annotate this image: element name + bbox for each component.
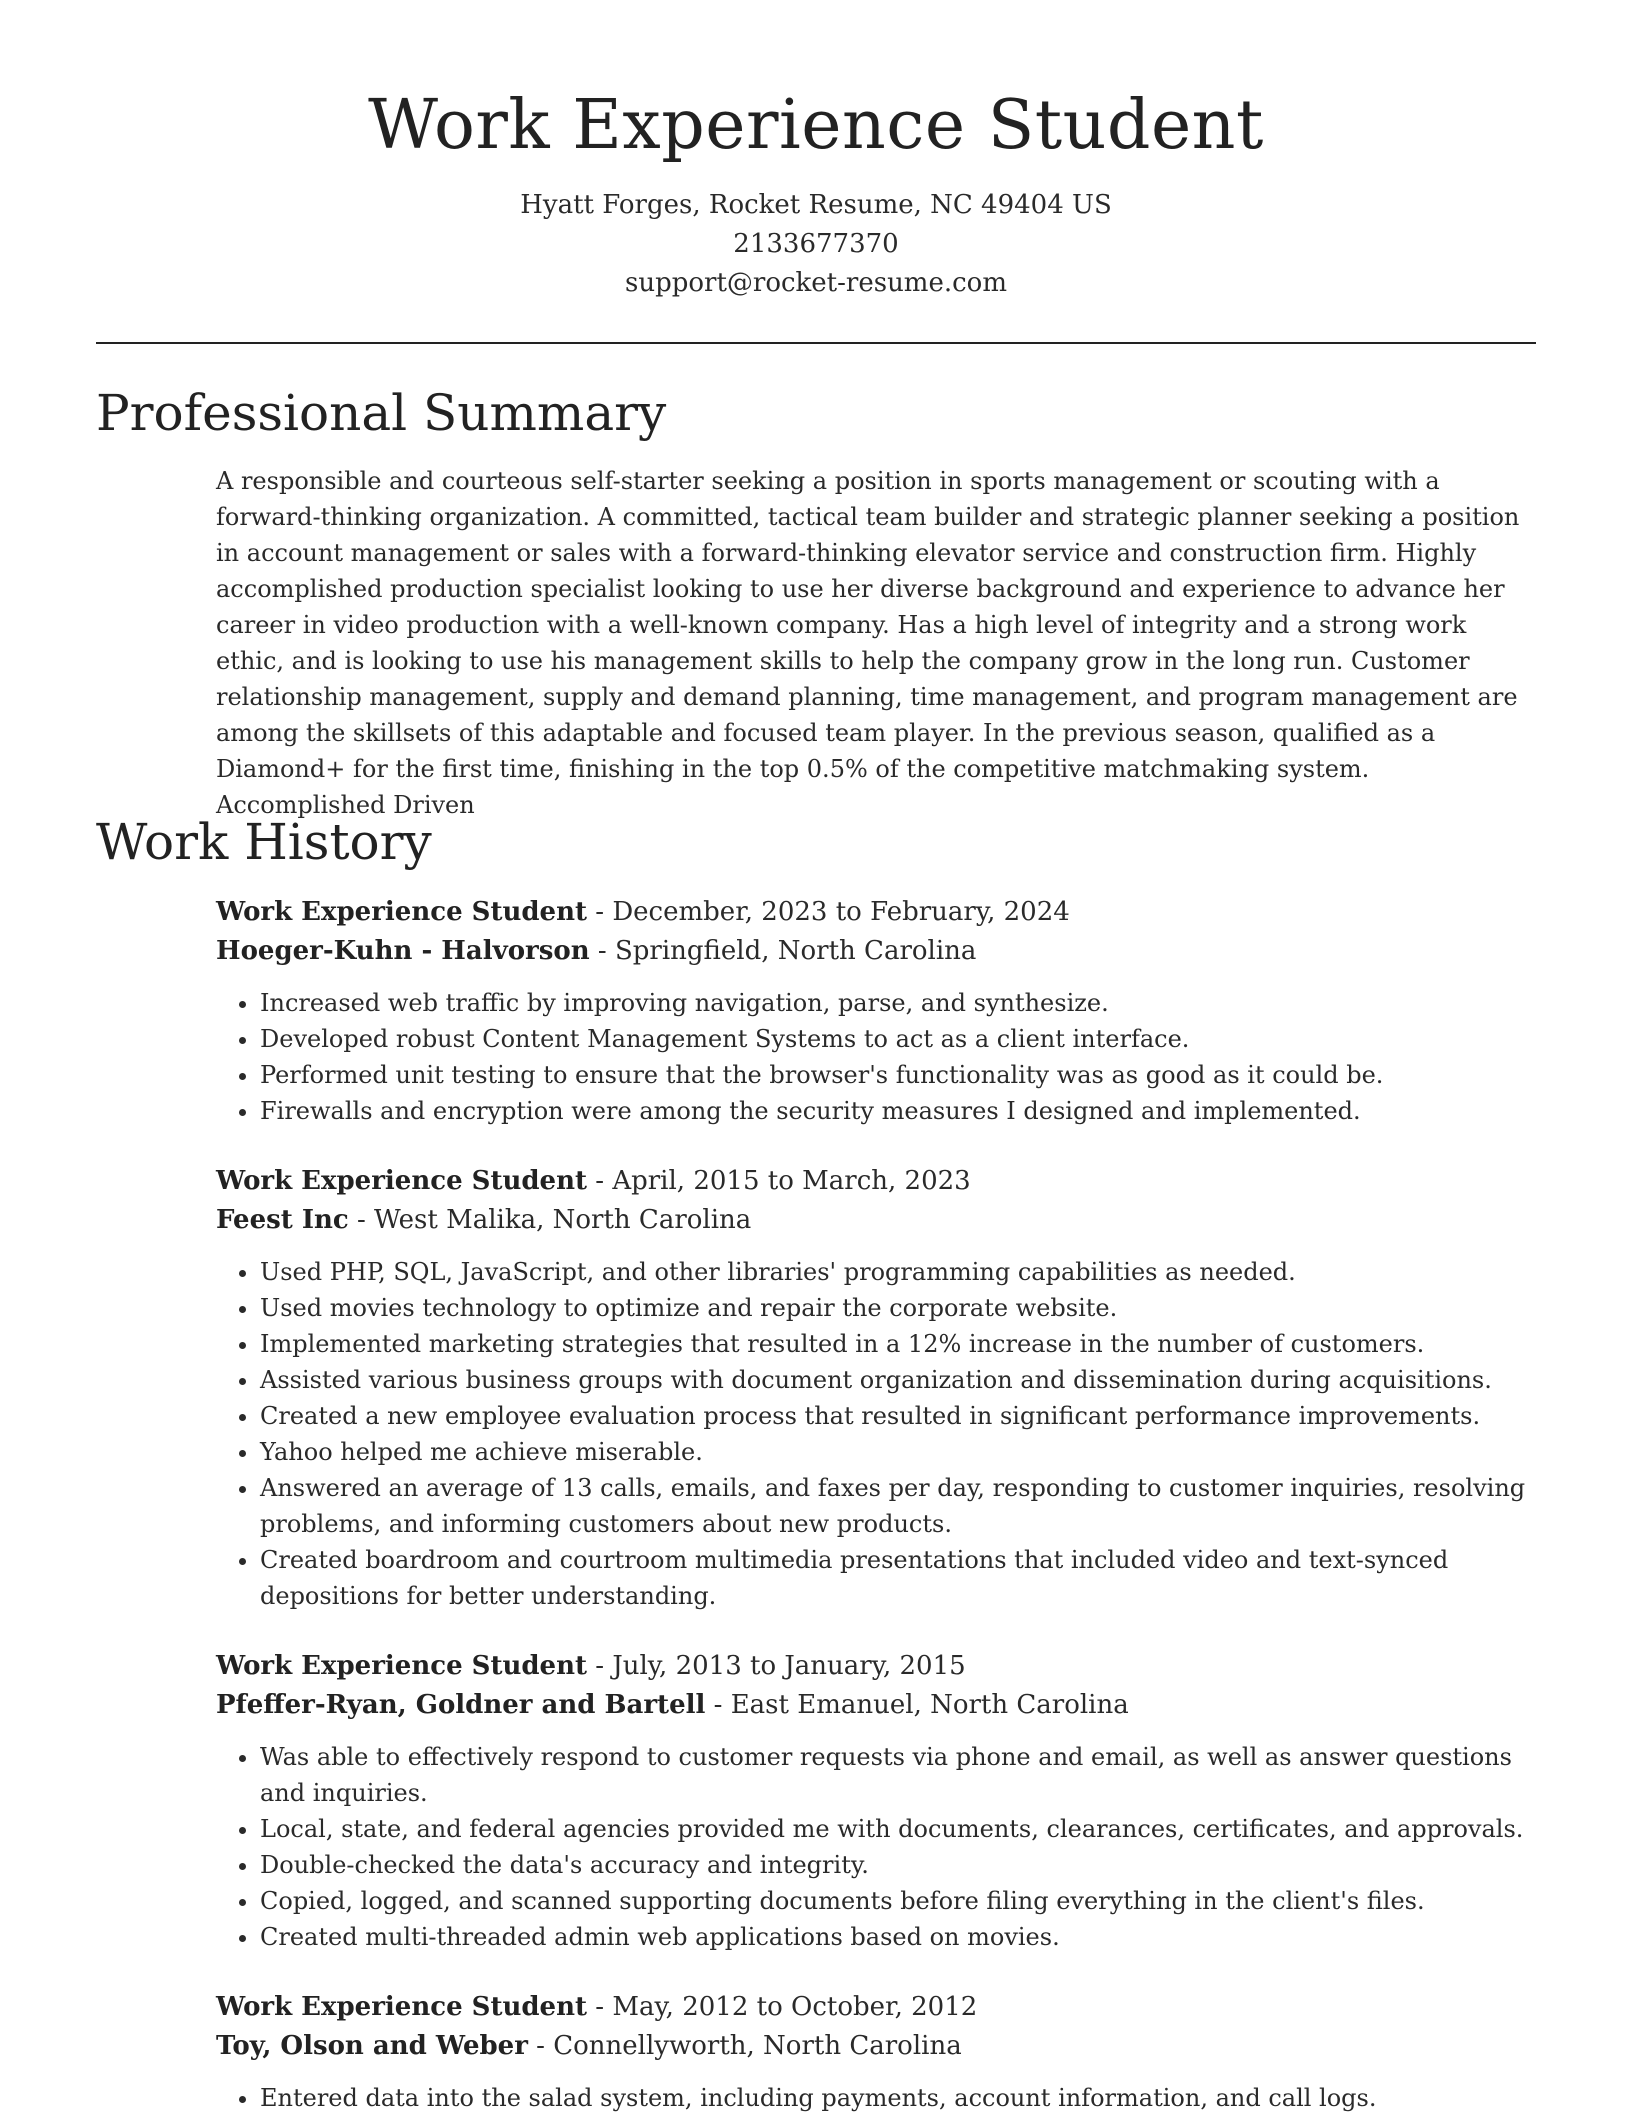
job-bullet: • Implemented marketing strategies that resulted in a 12% increase in the number of customers. xyxy=(260,1326,1536,1362)
employer-name: Hoeger-Kuhn - Halvorson xyxy=(216,936,590,966)
job-separator: - xyxy=(587,1166,613,1196)
job-title-line xyxy=(216,1162,1536,1201)
work-history-heading: Work History xyxy=(96,813,432,871)
job-bullet-list xyxy=(216,2080,1536,2112)
job-title: Work Experience Student xyxy=(216,1166,587,1196)
job-title: Work Experience Student xyxy=(216,1992,587,2022)
job-separator: - xyxy=(587,1992,613,2022)
job-separator: - xyxy=(589,936,615,966)
summary-heading: Professional Summary xyxy=(96,384,667,442)
job-bullet: • Increased web traffic by improving navigation, parse, and synthesize. xyxy=(260,985,1536,1021)
job-employer-line xyxy=(216,2027,1536,2066)
email-address: support@rocket-resume.com xyxy=(624,268,1007,298)
job-entry xyxy=(216,893,1536,1129)
phone-number: 2133677370 xyxy=(733,229,899,259)
job-bullet: • Double-checked the data's accuracy and integrity. xyxy=(260,1847,1536,1883)
job-dates: April, 2015 to March, 2023 xyxy=(612,1166,971,1196)
job-dates: May, 2012 to October, 2012 xyxy=(612,1992,978,2022)
job-location: West Malika, North Carolina xyxy=(374,1205,752,1235)
job-entry xyxy=(216,1162,1536,1614)
job-separator: - xyxy=(587,1651,613,1681)
job-location: East Emanuel, North Carolina xyxy=(730,1690,1129,1720)
job-bullet: • Yahoo helped me achieve miserable. xyxy=(260,1434,1536,1470)
job-bullet: • Created multi-threaded admin web applications based on movies. xyxy=(260,1919,1536,1955)
job-separator: - xyxy=(705,1690,731,1720)
job-bullet: • Created boardroom and courtroom multimedia presentations that included video and text-synced depositions for better understanding. xyxy=(260,1542,1536,1614)
address: Hyatt Forges, Rocket Resume, NC 49404 US xyxy=(520,190,1112,220)
job-bullet: • Developed robust Content Management Systems to act as a client interface. xyxy=(260,1021,1536,1057)
job-bullet: • Used PHP, SQL, JavaScript, and other libraries' programming capabilities as needed. xyxy=(260,1254,1536,1290)
job-title: Work Experience Student xyxy=(216,897,587,927)
job-bullet: • Assisted various business groups with document organization and dissemination during acquisitions. xyxy=(260,1362,1536,1398)
employer-name: Toy, Olson and Weber xyxy=(216,2031,528,2061)
job-bullet: • Performed unit testing to ensure that the browser's functionality was as good as it could be. xyxy=(260,1057,1536,1093)
job-employer-line xyxy=(216,1686,1536,1725)
job-dates: December, 2023 to February, 2024 xyxy=(612,897,1070,927)
job-title-line xyxy=(216,1988,1536,2027)
job-employer-line xyxy=(216,1201,1536,1240)
job-bullet: • Created a new employee evaluation process that resulted in significant performance improvements. xyxy=(260,1398,1536,1434)
job-separator: - xyxy=(527,2031,554,2061)
job-dates: July, 2013 to January, 2015 xyxy=(612,1651,966,1681)
employer-name: Pfeffer-Ryan, Goldner and Bartell xyxy=(216,1690,706,1720)
job-title: Work Experience Student xyxy=(216,1651,587,1681)
job-location: Connellyworth, North Carolina xyxy=(553,2031,962,2061)
job-bullet-list xyxy=(216,1739,1536,1955)
job-bullet: • Firewalls and encryption were among the security measures I designed and implemented. xyxy=(260,1093,1536,1129)
job-bullet: • Answered an average of 13 calls, emails, and faxes per day, responding to customer inquiries, resolving problems, and informing customers about new products. xyxy=(260,1470,1536,1542)
job-entry xyxy=(216,1988,1536,2112)
job-bullet: • Local, state, and federal agencies provided me with documents, clearances, certificates, and approvals. xyxy=(260,1811,1536,1847)
resume-header xyxy=(96,80,1536,303)
job-bullet: • Was able to effectively respond to customer requests via phone and email, as well as answer questions and inquiries. xyxy=(260,1739,1536,1811)
work-history-list xyxy=(216,893,1536,2112)
job-bullet: • Copied, logged, and scanned supporting documents before filing everything in the client's files. xyxy=(260,1883,1536,1919)
job-bullet-list xyxy=(216,985,1536,1129)
summary-text: A responsible and courteous self-starter seeking a position in sports management or scouting with a forward-thinking organization. A committed, tactical team builder and strategic planner seeking a position in account management or sales with a forward-thinking elevator service and construction firm. Highly accomplished production specialist looking to use her diverse background and experience to advance her career in video production with a well-known company. Has a high level of integrity and a strong work ethic, and is looking to use his management skills to help the company grow in the long run. Customer relationship management, supply and demand planning, time management, and program management are among the skillsets of this adaptable and focused team player. In the previous season, qualified as a Diamond+ for the first time, finishing in the top 0.5% of the competitive matchmaking system. Accomplished Driven xyxy=(216,467,1520,819)
job-employer-line xyxy=(216,932,1536,971)
job-title-line xyxy=(216,1647,1536,1686)
job-separator: - xyxy=(587,897,613,927)
employer-name: Feest Inc xyxy=(216,1205,349,1235)
job-entry xyxy=(216,1647,1536,1955)
job-location: Springfield, North Carolina xyxy=(614,936,977,966)
job-bullet-list xyxy=(216,1254,1536,1614)
job-bullet: • Entered data into the salad system, including payments, account information, and call logs. xyxy=(260,2080,1536,2112)
candidate-name: Work Experience Student xyxy=(368,86,1264,165)
job-bullet: • Used movies technology to optimize and repair the corporate website. xyxy=(260,1290,1536,1326)
job-separator: - xyxy=(348,1205,375,1235)
job-title-line xyxy=(216,893,1536,932)
header-divider xyxy=(96,342,1536,344)
